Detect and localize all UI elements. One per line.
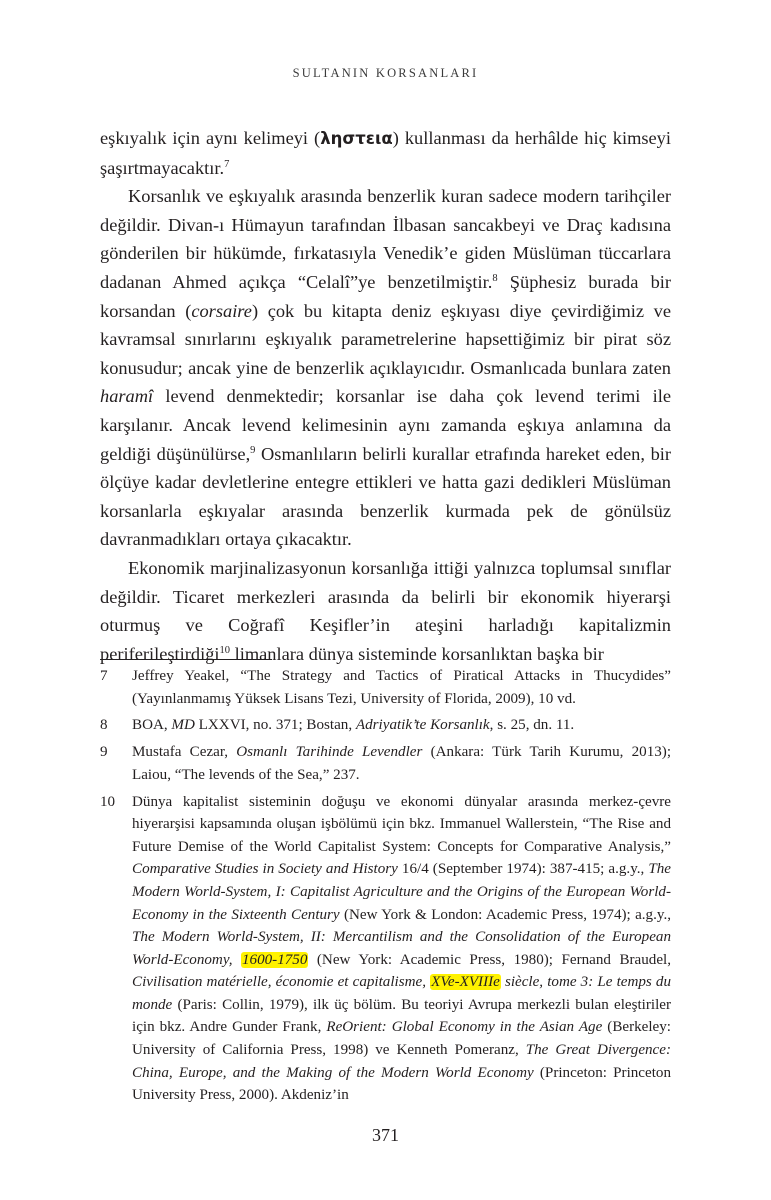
text-run: limanlara dünya sisteminde korsanlıktan başka bir [230, 643, 604, 664]
italic-term: corsaire [191, 300, 252, 321]
footnote-9 [100, 741, 671, 786]
footnote-ref-7[interactable]: 7 [224, 158, 230, 170]
text-run: , s. 25, dn. 11. [489, 717, 575, 734]
footnote-text [132, 714, 671, 737]
text-run: Ekonomik marjinalizasyonun korsanlığa ittiği yalnızca toplumsal sınıflar değildir. Ticaret merkezleri arasında da belirli bir ekonomik hiyerarşi oturmuş ve Coğrafî Keşifler’in ateşini harladığı kapitalizmin periferileştirdiği [100, 557, 671, 664]
italic-title: Civilisation matérielle, économie et capitalisme, [132, 974, 431, 991]
footnote-10 [100, 791, 671, 1107]
text-run: Osmanlıların belirli kurallar etrafında hareket eden, bir ölçüye kadar devletlerine entegre ettikleri ve hatta gazi dedikleri Müslüman korsanlarla eşkıyalar arasında benzerlik kurmada pek de gönülsüz davranmadıkları ortaya çıkacaktır. [100, 443, 671, 550]
text-run: (Paris: Collin, 1979), ilk üç bölüm. Bu teoriyi Avrupa merkezli bulan eleştiriler için bkz. Andre Gunder Frank, [132, 996, 671, 1036]
page-number: 371 [372, 1125, 399, 1145]
text-run: LXXVI, no. 371; Bostan, [194, 717, 356, 734]
footnote-8 [100, 714, 671, 737]
italic-title: Comparative Studies in Society and History [132, 861, 398, 878]
footnote-number: 9 [100, 744, 108, 761]
footnote-7 [100, 665, 671, 710]
footnote-number: 8 [100, 717, 108, 734]
footnote-ref-10[interactable]: 10 [219, 644, 230, 656]
paragraph-3 [100, 554, 671, 668]
highlighted-text: XVe-XVIIIe [431, 974, 500, 991]
italic-title: MD [171, 717, 195, 734]
text-run: Mustafa Cezar, [132, 744, 237, 761]
footnote-number: 10 [100, 793, 116, 810]
text-run: ) çok bu kitapta deniz eşkıyası diye çevirdiğimiz ve kavramsal sınırlarını eşkıyalık parametrelerine hapsettiğimiz bir pirat söz konusudur; ancak yine de benzerlik açıklayıcıdır. Osmanlıcada bunlara zaten [100, 300, 671, 378]
text-run: levend denmektedir; korsanlar ise daha çok levend terimi ile karşılanır. Ancak levend kelimesinin aynı zamanda eşkıya anlamına da geldiği düşünülürse, [100, 386, 671, 464]
highlighted-text: 1600-1750 [241, 951, 308, 968]
text-run: (Princeton: Princeton University Press, 2000). Akdeniz’in [132, 1064, 671, 1104]
italic-title: ReOrient: Global Economy in the Asian Age [326, 1019, 603, 1036]
text-run: Dünya kapitalist sisteminin doğuşu ve ekonomi dünyalar arasında merkez-çevre hiyerarşisi kapsamında oluşan işbölümü için bkz. Immanuel Wallerstein, “The Rise and Future Demise of the World Capitalist System: Concepts for Comparative Analysis,” [132, 793, 671, 855]
footnote-divider [100, 659, 272, 660]
footnote-ref-8[interactable]: 8 [492, 272, 498, 284]
text-run: 16/4 (September 1974): 387-415; a.g.y., [397, 861, 649, 878]
text-run: (New York & London: Academic Press, 1974); a.g.y., [339, 906, 671, 923]
text-run: BOA, [132, 717, 172, 734]
body-text [100, 124, 671, 668]
italic-title: Adriyatik’te Korsanlık [355, 717, 490, 734]
italic-title: The Modern World-System, I: Capitalist Agriculture and the Origins of the European World-Economy in the Sixteenth Century [132, 861, 671, 923]
text-run: (Berkeley: University of California Press, 1998) ve Kenneth Pomeranz, [132, 1019, 671, 1059]
footnote-text [132, 791, 671, 1107]
italic-title: siècle, tome 3: Le temps du monde [132, 974, 671, 1013]
text-run: Korsanlık ve eşkıyalık arasında benzerlik kuran sadece modern tarihçiler değildir. Divan-ı Hümayun tarafından İlbasan sancakbeyi ve Draç kadısına gönderilen bir hükümde, fırkatasıyla Venedik’e giden Müslüman tüccarlara dadanan Ahmed açıkça “Celalî”ye benzetilmiştir. [100, 186, 671, 292]
greek-word: ληστεια [320, 129, 393, 148]
italic-term: haramî [100, 386, 154, 407]
text-run: Şüphesiz burada bir korsandan ( [100, 271, 672, 321]
footnote-ref-9[interactable]: 9 [250, 444, 256, 456]
paragraph-1 [100, 124, 671, 182]
text-run: ) kullanması da herhâlde hiç kimseyi şaşırtmayacaktır. [100, 128, 671, 178]
italic-title: The Great Divergence: China, Europe, and the Making of the Modern World Economy [132, 1042, 671, 1081]
italic-title: Osmanlı Tarihinde Levendler [236, 744, 423, 761]
italic-title: The Modern World-System, II: Mercantilism and the Consolidation of the European World-Economy, [132, 929, 671, 968]
text-run: (New York: Academic Press, 1980); Fernand Braudel, [308, 951, 671, 968]
footnote-text [132, 741, 671, 786]
footnote-text: Jeffrey Yeakel, “The Strategy and Tactics of Piratical Attacks in Thucydides” (Yayınlanmamış Yüksek Lisans Tezi, University of Florida, 2009), 10 vd. [132, 668, 671, 707]
text-run: eşkıyalık için aynı kelimeyi ( [100, 128, 321, 148]
running-head: SULTANIN KORSANLARI [292, 66, 479, 80]
paragraph-2 [100, 182, 671, 554]
text-run: (Ankara: Türk Tarih Kurumu, 2013); Laiou, “The levends of the Sea,” 237. [132, 744, 672, 783]
footnote-number: 7 [100, 668, 108, 684]
footnotes [100, 665, 671, 1111]
